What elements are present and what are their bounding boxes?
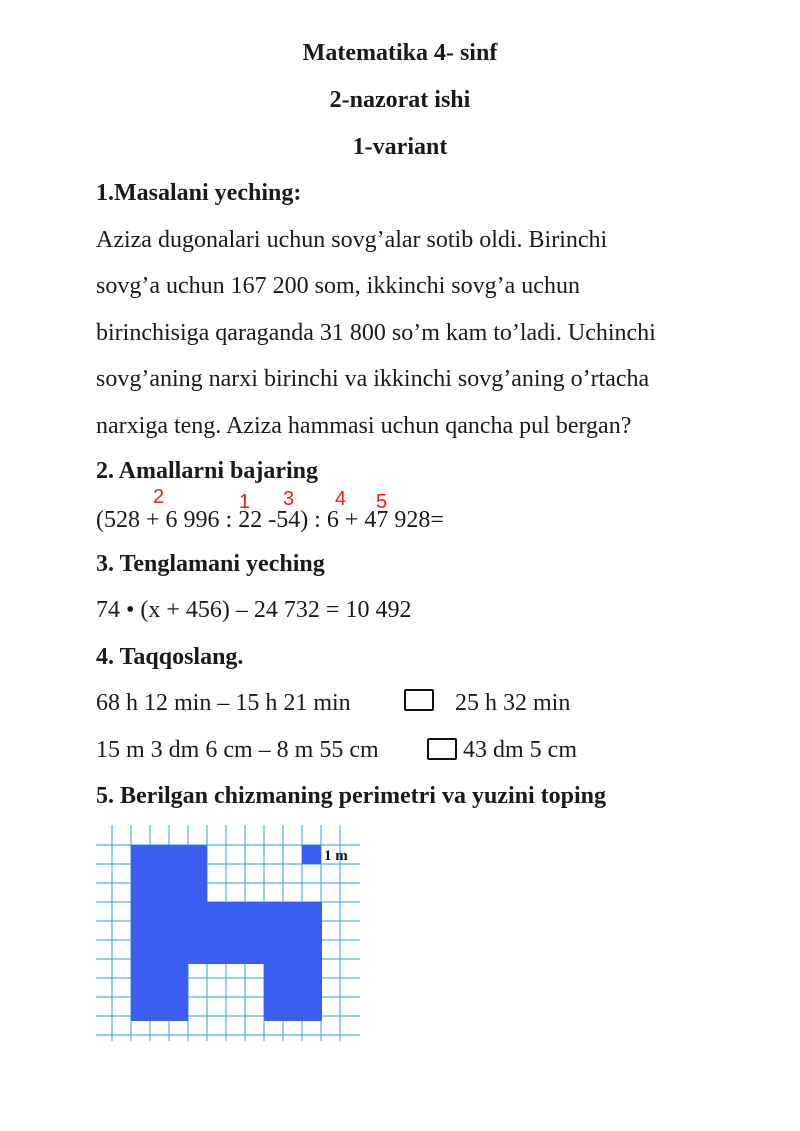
order-mark-5: 5 — [376, 491, 388, 513]
unit-square — [302, 845, 321, 864]
task1-line-2: sovg’a uchun 167 200 som, ikkinchi sovg’a uchun — [96, 273, 580, 299]
order-mark-1: 2 — [153, 486, 165, 508]
task1-title: 1.Masalani yeching: — [96, 180, 302, 206]
task3-title: 3. Tenglamani yeching — [96, 551, 325, 577]
compare-row-2-left: 15 m 3 dm 6 cm – 8 m 55 cm — [96, 737, 379, 763]
order-mark-4: 4 — [335, 488, 347, 510]
work-title: 2-nazorat ishi — [329, 87, 471, 113]
order-mark-3: 3 — [283, 488, 295, 510]
grid-figure — [96, 825, 360, 1041]
compare-row-1-right: 25 h 32 min — [455, 690, 571, 716]
task1-line-1: Aziza dugonalari uchun sovg’alar sotib oldi. Birinchi — [96, 227, 608, 253]
task5-title: 5. Berilgan chizmaning perimetri va yuzini toping — [96, 783, 606, 809]
task1-line-5: narxiga teng. Aziza hammasi uchun qancha pul bergan? — [96, 413, 632, 439]
variant-label: 1-variant — [352, 134, 448, 160]
task2-expression: (528 + 6 996 : 22 -54) : 6 + 47 928= — [96, 507, 444, 533]
compare-row-2-right: 43 dm 5 cm — [463, 737, 577, 763]
unit-label: 1 m — [324, 848, 348, 864]
subject-grade-line: Matematika 4- sinf — [302, 40, 498, 66]
task4-title: 4. Taqqoslang. — [96, 644, 244, 670]
task1-line-3: birinchisiga qaraganda 31 800 so’m kam to’ladi. Uchinchi — [96, 320, 656, 346]
compare-box-1[interactable] — [404, 689, 434, 711]
compare-box-2[interactable] — [427, 738, 457, 760]
task3-equation: 74 • (x + 456) – 24 732 = 10 492 — [96, 597, 412, 623]
task2-title: 2. Amallarni bajaring — [96, 458, 319, 484]
order-mark-2: 1 — [239, 491, 251, 513]
task1-line-4: sovg’aning narxi birinchi va ikkinchi sovg’aning o’rtacha — [96, 366, 650, 392]
compare-row-1-left: 68 h 12 min – 15 h 21 min — [96, 690, 351, 716]
